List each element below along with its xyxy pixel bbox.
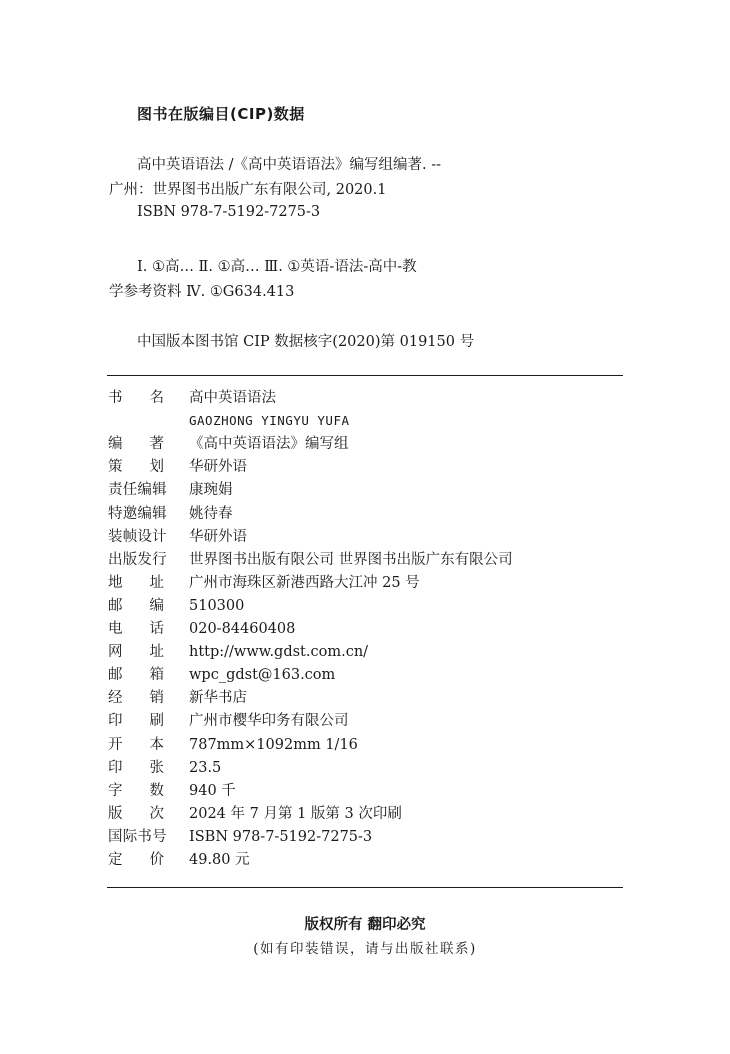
colophon-label-char: 话 bbox=[149, 621, 164, 637]
colophon-label-char: 邮 bbox=[108, 597, 123, 614]
colophon-value: 787mm×1092mm 1/16 bbox=[189, 736, 358, 753]
colophon-label bbox=[108, 688, 164, 708]
colophon-value: 广州市海珠区新港西路大江冲 25 号 bbox=[189, 574, 420, 591]
colophon-label-char: 划 bbox=[149, 459, 164, 476]
colophon-label bbox=[108, 434, 164, 454]
colophon-label bbox=[108, 388, 164, 408]
colophon-label bbox=[108, 642, 164, 662]
bottom-rule bbox=[107, 887, 623, 888]
colophon-value: 华研外语 bbox=[189, 528, 247, 545]
colophon-value: 510300 bbox=[189, 597, 245, 614]
colophon-value: 世界图书出版有限公司 世界图书出版广东有限公司 bbox=[189, 551, 513, 568]
top-rule bbox=[107, 375, 623, 376]
copyright-notice: 版权所有 翻印必究 bbox=[304, 917, 426, 933]
colophon-label-text: 特邀编辑 bbox=[108, 505, 167, 522]
colophon-label-char: 网 bbox=[108, 644, 123, 661]
cip-line-classification-1: Ⅰ. ①高… Ⅱ. ①高… Ⅲ. ①英语-语法-高中-教 bbox=[137, 259, 417, 275]
colophon-value: 940 千 bbox=[189, 782, 236, 799]
colophon-label-char: 数 bbox=[149, 782, 164, 799]
colophon-label-char: 箱 bbox=[149, 667, 164, 684]
colophon-label-char: 开 bbox=[108, 736, 123, 753]
colophon-value: http://www.gdst.com.cn/ bbox=[189, 644, 369, 661]
colophon-label bbox=[108, 804, 164, 824]
colophon-value: 广州市樱华印务有限公司 bbox=[189, 713, 349, 730]
colophon-value: 康琬娟 bbox=[189, 482, 233, 499]
colophon-value: 姚待春 bbox=[189, 505, 233, 522]
colophon-label-char: 价 bbox=[149, 852, 164, 868]
colophon-label-char: 著 bbox=[149, 436, 164, 453]
colophon-label bbox=[108, 711, 164, 731]
cip-line-catalog-number: 中国版本图书馆 CIP 数据核字(2020)第 019150 号 bbox=[137, 334, 475, 350]
cip-line-classification-2: 学参考资料 Ⅳ. ①G634.413 bbox=[109, 284, 295, 300]
colophon-label-char: 刷 bbox=[149, 713, 164, 730]
colophon-value: 新华书店 bbox=[189, 690, 247, 707]
colophon-value: 2024 年 7 月第 1 版第 3 次印刷 bbox=[189, 805, 402, 822]
cip-line-isbn: ISBN 978-7-5192-7275-3 bbox=[137, 204, 321, 220]
colophon-value: 《高中英语语法》编写组 bbox=[189, 436, 349, 453]
colophon-label-char: 销 bbox=[149, 690, 164, 707]
colophon-label-char: 印 bbox=[108, 759, 123, 776]
colophon-label bbox=[108, 596, 164, 616]
colophon-label-char: 字 bbox=[108, 782, 123, 799]
colophon-label-text: 装帧设计 bbox=[108, 528, 167, 545]
colophon-label-char: 地 bbox=[108, 574, 123, 591]
colophon-label-char: 次 bbox=[149, 805, 164, 822]
colophon-value: 020-84460408 bbox=[189, 621, 296, 637]
colophon-label bbox=[108, 850, 164, 870]
colophon-label-char: 版 bbox=[108, 805, 123, 822]
colophon-label-text: 责任编辑 bbox=[108, 482, 167, 499]
colophon-value: wpc_gdst@163.com bbox=[189, 667, 336, 684]
colophon-label bbox=[108, 573, 164, 593]
colophon-label-char: 电 bbox=[108, 621, 123, 637]
colophon-label bbox=[108, 504, 180, 524]
cip-heading: 图书在版编目(CIP)数据 bbox=[137, 105, 305, 123]
colophon-label-char: 书 bbox=[108, 390, 123, 406]
colophon-label-char: 址 bbox=[149, 644, 164, 661]
colophon-value: GAOZHONG YINGYU YUFA bbox=[189, 413, 350, 429]
colophon-value: 49.80 元 bbox=[189, 852, 250, 868]
cip-line-publisher: 广州：世界图书出版广东有限公司, 2020.1 bbox=[109, 182, 387, 198]
colophon-label bbox=[108, 758, 164, 778]
colophon-label-char: 经 bbox=[108, 690, 123, 707]
colophon-value: 23.5 bbox=[189, 759, 222, 776]
colophon-label bbox=[108, 550, 180, 570]
colophon-label-char: 印 bbox=[108, 713, 123, 730]
colophon-label bbox=[108, 827, 180, 847]
colophon-label-char: 址 bbox=[149, 574, 164, 591]
colophon-value: 华研外语 bbox=[189, 459, 247, 476]
colophon-label-char: 张 bbox=[149, 759, 164, 776]
colophon-label-char: 邮 bbox=[108, 667, 123, 684]
colophon-label bbox=[108, 480, 180, 500]
colophon-label-char: 本 bbox=[149, 736, 164, 753]
colophon-label bbox=[108, 527, 180, 547]
colophon-label-char: 策 bbox=[108, 459, 123, 476]
colophon-label-char: 编 bbox=[149, 597, 164, 614]
colophon-label-char: 名 bbox=[149, 390, 164, 406]
colophon-label-text: 出版发行 bbox=[108, 551, 167, 568]
colophon-label bbox=[108, 781, 164, 801]
colophon-label bbox=[108, 665, 164, 685]
colophon-label-text: 国际书号 bbox=[108, 828, 167, 845]
colophon-label-char: 编 bbox=[108, 436, 123, 453]
colophon-label bbox=[108, 619, 164, 639]
colophon-label bbox=[108, 735, 164, 755]
colophon-label-char: 定 bbox=[108, 852, 123, 868]
printing-error-note: (如有印装错误，请与出版社联系) bbox=[253, 941, 477, 957]
cip-line-title: 高中英语语法 /《高中英语语法》编写组编著. -- bbox=[137, 157, 442, 173]
colophon-value: ISBN 978-7-5192-7275-3 bbox=[189, 828, 373, 845]
colophon-value: 高中英语语法 bbox=[189, 390, 276, 406]
colophon-label bbox=[108, 457, 164, 477]
